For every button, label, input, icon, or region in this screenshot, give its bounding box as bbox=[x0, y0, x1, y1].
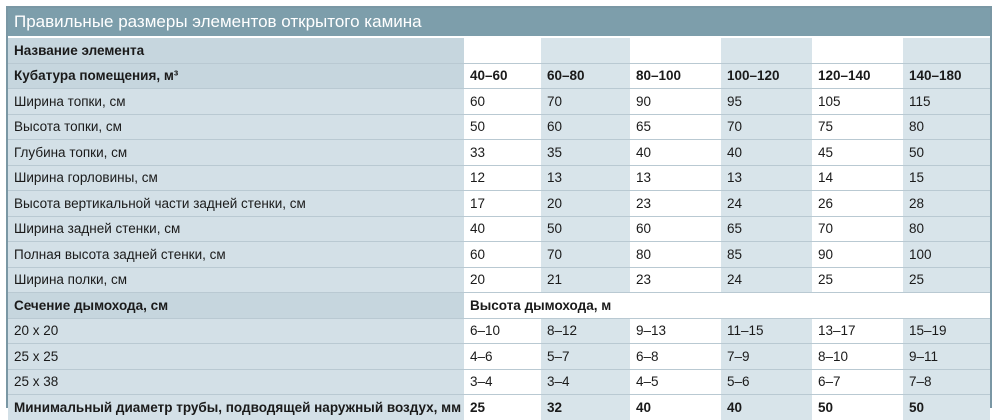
value-cell: 23 bbox=[630, 267, 721, 293]
table-row bbox=[8, 165, 990, 191]
value-cell: 28 bbox=[903, 191, 990, 217]
pipe-diameter-value: 50 bbox=[903, 395, 990, 420]
value-cell: 60 bbox=[464, 242, 541, 268]
volume-range-header: 40–60 bbox=[464, 63, 541, 89]
value-cell bbox=[630, 38, 721, 63]
value-cell: 70 bbox=[812, 216, 903, 242]
value-cell: 40 bbox=[464, 216, 541, 242]
value-cell: 85 bbox=[721, 242, 812, 268]
flue-height-value: 5–6 bbox=[721, 369, 812, 395]
flue-section-header: Сечение дымохода, см bbox=[8, 293, 464, 319]
table-row bbox=[8, 318, 990, 344]
table-row bbox=[8, 89, 990, 115]
flue-height-header: Высота дымохода, м bbox=[464, 293, 990, 319]
value-cell bbox=[903, 38, 990, 63]
flue-height-value: 11–15 bbox=[721, 318, 812, 344]
value-cell: 24 bbox=[721, 191, 812, 217]
value-cell: 25 bbox=[812, 267, 903, 293]
value-cell: 80 bbox=[903, 114, 990, 140]
value-cell: 65 bbox=[630, 114, 721, 140]
value-cell bbox=[721, 38, 812, 63]
flue-height-value: 4–5 bbox=[630, 369, 721, 395]
flue-height-value: 7–8 bbox=[903, 369, 990, 395]
flue-height-value: 9–13 bbox=[630, 318, 721, 344]
volume-range-header: 80–100 bbox=[630, 63, 721, 89]
row-label: Ширина горловины, см bbox=[8, 165, 464, 191]
pipe-diameter-row bbox=[8, 395, 990, 420]
pipe-diameter-label: Минимальный диаметр трубы, подводящей наружный воздух, мм bbox=[8, 395, 464, 420]
flue-header-row bbox=[8, 293, 990, 319]
value-cell: 105 bbox=[812, 89, 903, 115]
flue-height-value: 6–8 bbox=[630, 344, 721, 370]
flue-height-value: 6–10 bbox=[464, 318, 541, 344]
value-cell: 70 bbox=[541, 89, 630, 115]
table-row bbox=[8, 242, 990, 268]
row-label: Высота вертикальной части задней стенки, см bbox=[8, 191, 464, 217]
value-cell: 60 bbox=[630, 216, 721, 242]
row-label: Ширина задней стенки, см bbox=[8, 216, 464, 242]
flue-section-label: 25 x 25 bbox=[8, 344, 464, 370]
flue-height-value: 4–6 bbox=[464, 344, 541, 370]
value-cell: 100 bbox=[903, 242, 990, 268]
flue-height-value: 7–9 bbox=[721, 344, 812, 370]
value-cell: 14 bbox=[812, 165, 903, 191]
table-row bbox=[8, 140, 990, 166]
value-cell: 12 bbox=[464, 165, 541, 191]
value-cell: 60 bbox=[464, 89, 541, 115]
pipe-diameter-value: 40 bbox=[630, 395, 721, 420]
flue-height-value: 13–17 bbox=[812, 318, 903, 344]
value-cell: 13 bbox=[630, 165, 721, 191]
flue-height-value: 5–7 bbox=[541, 344, 630, 370]
row-label: Высота топки, см bbox=[8, 114, 464, 140]
table-row bbox=[8, 216, 990, 242]
flue-section-label: 20 x 20 bbox=[8, 318, 464, 344]
dimensions-table bbox=[8, 38, 990, 420]
value-cell: 40 bbox=[630, 140, 721, 166]
pipe-diameter-value: 25 bbox=[464, 395, 541, 420]
volume-range-header: 140–180 bbox=[903, 63, 990, 89]
value-cell: 25 bbox=[903, 267, 990, 293]
value-cell: 13 bbox=[541, 165, 630, 191]
value-cell: 33 bbox=[464, 140, 541, 166]
value-cell: 80 bbox=[903, 216, 990, 242]
value-cell: 90 bbox=[630, 89, 721, 115]
value-cell: 70 bbox=[541, 242, 630, 268]
name-header-row bbox=[8, 38, 990, 63]
value-cell bbox=[464, 38, 541, 63]
table-row bbox=[8, 267, 990, 293]
value-cell: 20 bbox=[541, 191, 630, 217]
table-row bbox=[8, 344, 990, 370]
volume-header: Кубатура помещения, м³ bbox=[8, 63, 464, 89]
value-cell: 24 bbox=[721, 267, 812, 293]
value-cell: 60 bbox=[541, 114, 630, 140]
volume-header-row bbox=[8, 63, 990, 89]
value-cell: 75 bbox=[812, 114, 903, 140]
row-label: Глубина топки, см bbox=[8, 140, 464, 166]
row-label: Полная высота задней стенки, см bbox=[8, 242, 464, 268]
value-cell: 21 bbox=[541, 267, 630, 293]
value-cell: 40 bbox=[721, 140, 812, 166]
fireplace-dimensions-panel bbox=[6, 6, 992, 415]
value-cell: 115 bbox=[903, 89, 990, 115]
value-cell: 70 bbox=[721, 114, 812, 140]
table-row bbox=[8, 114, 990, 140]
flue-height-value: 9–11 bbox=[903, 344, 990, 370]
table-row bbox=[8, 369, 990, 395]
pipe-diameter-value: 40 bbox=[721, 395, 812, 420]
flue-height-value: 8–12 bbox=[541, 318, 630, 344]
value-cell: 50 bbox=[541, 216, 630, 242]
value-cell: 26 bbox=[812, 191, 903, 217]
value-cell bbox=[812, 38, 903, 63]
table-row bbox=[8, 191, 990, 217]
value-cell bbox=[541, 38, 630, 63]
row-label: Ширина топки, см bbox=[8, 89, 464, 115]
pipe-diameter-value: 32 bbox=[541, 395, 630, 420]
value-cell: 80 bbox=[630, 242, 721, 268]
value-cell: 65 bbox=[721, 216, 812, 242]
value-cell: 45 bbox=[812, 140, 903, 166]
row-label: Ширина полки, см bbox=[8, 267, 464, 293]
value-cell: 15 bbox=[903, 165, 990, 191]
value-cell: 95 bbox=[721, 89, 812, 115]
pipe-diameter-value: 50 bbox=[812, 395, 903, 420]
value-cell: 50 bbox=[903, 140, 990, 166]
volume-range-header: 100–120 bbox=[721, 63, 812, 89]
flue-section-label: 25 x 38 bbox=[8, 369, 464, 395]
value-cell: 90 bbox=[812, 242, 903, 268]
table-title: Правильные размеры элементов открытого камина bbox=[8, 8, 990, 36]
flue-height-value: 3–4 bbox=[464, 369, 541, 395]
flue-height-value: 6–7 bbox=[812, 369, 903, 395]
value-cell: 50 bbox=[464, 114, 541, 140]
value-cell: 17 bbox=[464, 191, 541, 217]
flue-height-value: 3–4 bbox=[541, 369, 630, 395]
name-header: Название элемента bbox=[8, 38, 464, 63]
value-cell: 20 bbox=[464, 267, 541, 293]
flue-height-value: 15–19 bbox=[903, 318, 990, 344]
volume-range-header: 120–140 bbox=[812, 63, 903, 89]
value-cell: 35 bbox=[541, 140, 630, 166]
value-cell: 23 bbox=[630, 191, 721, 217]
volume-range-header: 60–80 bbox=[541, 63, 630, 89]
value-cell: 13 bbox=[721, 165, 812, 191]
flue-height-value: 8–10 bbox=[812, 344, 903, 370]
